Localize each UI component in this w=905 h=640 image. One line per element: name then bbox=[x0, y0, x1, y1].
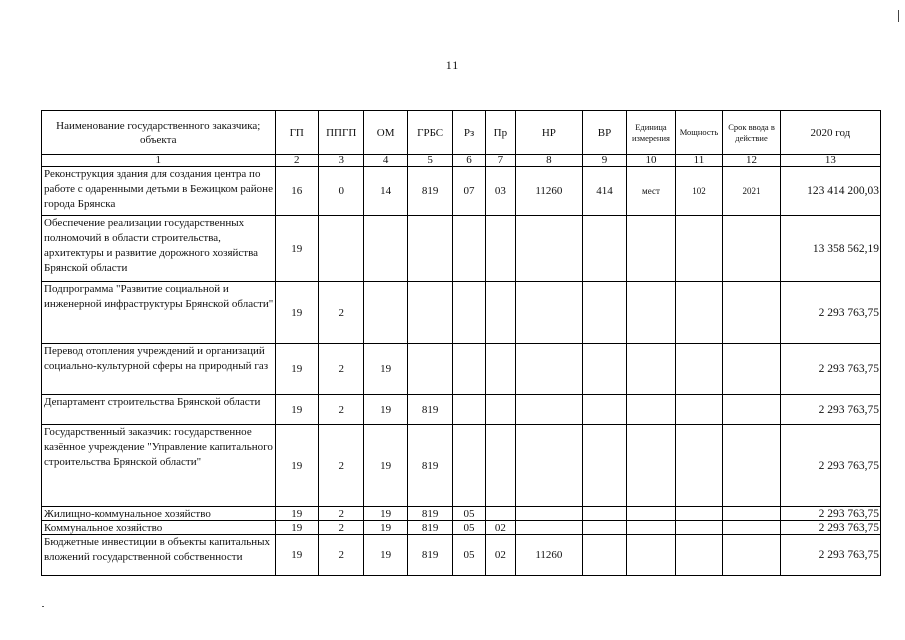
row-cell: 0 bbox=[318, 167, 363, 216]
row-cell bbox=[723, 395, 781, 425]
page-number: 11 bbox=[445, 58, 460, 72]
budget-table bbox=[41, 110, 881, 576]
column-number: 8 bbox=[516, 155, 583, 167]
row-cell: мест bbox=[627, 167, 676, 216]
row-cell bbox=[582, 282, 626, 344]
row-cell: 2 bbox=[318, 395, 363, 425]
row-cell bbox=[723, 344, 781, 395]
row-cell: 11260 bbox=[516, 535, 583, 576]
row-cell: 19 bbox=[275, 216, 318, 282]
table-row bbox=[42, 521, 881, 535]
row-amount: 2 293 763,75 bbox=[780, 282, 880, 344]
row-cell: 05 bbox=[453, 521, 485, 535]
row-cell: 19 bbox=[364, 521, 407, 535]
row-cell bbox=[582, 216, 626, 282]
row-cell bbox=[723, 521, 781, 535]
row-cell: 2 bbox=[318, 425, 363, 507]
row-cell bbox=[582, 521, 626, 535]
row-cell: 05 bbox=[453, 535, 485, 576]
row-cell bbox=[485, 216, 515, 282]
header-pr: Пр bbox=[485, 111, 515, 155]
row-cell bbox=[453, 425, 485, 507]
row-cell: 14 bbox=[364, 167, 407, 216]
row-cell bbox=[627, 344, 676, 395]
row-name: Коммунальное хозяйство bbox=[42, 521, 276, 535]
row-name: Департамент строительства Брянской области bbox=[42, 395, 276, 425]
column-number: 12 bbox=[723, 155, 781, 167]
row-cell bbox=[675, 425, 723, 507]
row-cell bbox=[516, 395, 583, 425]
row-cell: 02 bbox=[485, 535, 515, 576]
row-cell: 19 bbox=[364, 535, 407, 576]
column-number: 7 bbox=[485, 155, 515, 167]
row-cell bbox=[516, 425, 583, 507]
row-cell bbox=[453, 216, 485, 282]
row-amount: 13 358 562,19 bbox=[780, 216, 880, 282]
row-cell bbox=[627, 282, 676, 344]
column-number: 4 bbox=[364, 155, 407, 167]
row-cell bbox=[723, 535, 781, 576]
row-cell bbox=[453, 344, 485, 395]
column-number: 10 bbox=[627, 155, 676, 167]
row-cell bbox=[582, 535, 626, 576]
row-cell: 102 bbox=[675, 167, 723, 216]
row-cell: 819 bbox=[407, 521, 452, 535]
header-rz: Рз bbox=[453, 111, 485, 155]
row-cell bbox=[627, 395, 676, 425]
row-name: Государственный заказчик: государственное казённое учреждение "Управление капитального строительства Брянской области" bbox=[42, 425, 276, 507]
row-cell bbox=[675, 395, 723, 425]
row-cell: 819 bbox=[407, 395, 452, 425]
row-cell bbox=[364, 216, 407, 282]
row-cell bbox=[582, 425, 626, 507]
header-grbs: ГРБС bbox=[407, 111, 452, 155]
column-number: 2 bbox=[275, 155, 318, 167]
row-cell bbox=[364, 282, 407, 344]
row-name: Бюджетные инвестиции в объекты капитальных вложений государственной собственности bbox=[42, 535, 276, 576]
row-cell: 2 bbox=[318, 507, 363, 521]
row-amount: 2 293 763,75 bbox=[780, 535, 880, 576]
header-gp: ГП bbox=[275, 111, 318, 155]
row-name: Реконструкция здания для создания центра по работе с одаренными детьми в Бежицком районе города Брянска bbox=[42, 167, 276, 216]
row-cell bbox=[723, 425, 781, 507]
header-commissioning: Срок ввода в действие bbox=[723, 111, 781, 155]
row-cell bbox=[453, 282, 485, 344]
row-cell bbox=[582, 507, 626, 521]
row-cell: 19 bbox=[275, 282, 318, 344]
row-cell: 2 bbox=[318, 282, 363, 344]
row-name: Обеспечение реализации государственных полномочий в области строительства, архитектуры и развитие дорожного хозяйства Брянской области bbox=[42, 216, 276, 282]
row-cell bbox=[516, 507, 583, 521]
row-cell: 02 bbox=[485, 521, 515, 535]
row-cell: 19 bbox=[364, 344, 407, 395]
row-cell: 19 bbox=[275, 344, 318, 395]
row-cell: 2 bbox=[318, 344, 363, 395]
table-body bbox=[42, 167, 881, 576]
row-cell: 819 bbox=[407, 167, 452, 216]
row-cell bbox=[582, 344, 626, 395]
row-cell bbox=[485, 395, 515, 425]
row-cell bbox=[627, 425, 676, 507]
row-cell bbox=[627, 521, 676, 535]
column-number: 9 bbox=[582, 155, 626, 167]
row-cell bbox=[485, 282, 515, 344]
column-number: 1 bbox=[42, 155, 276, 167]
row-cell: 19 bbox=[275, 425, 318, 507]
row-cell: 19 bbox=[364, 395, 407, 425]
header-ppgp: ППГП bbox=[318, 111, 363, 155]
row-cell: 16 bbox=[275, 167, 318, 216]
table-row bbox=[42, 344, 881, 395]
row-cell bbox=[675, 282, 723, 344]
row-cell: 19 bbox=[275, 507, 318, 521]
row-cell bbox=[723, 507, 781, 521]
row-cell bbox=[627, 216, 676, 282]
column-number: 6 bbox=[453, 155, 485, 167]
row-cell bbox=[627, 535, 676, 576]
row-cell: 19 bbox=[275, 521, 318, 535]
row-cell bbox=[723, 216, 781, 282]
row-cell bbox=[627, 507, 676, 521]
row-amount: 2 293 763,75 bbox=[780, 425, 880, 507]
header-row bbox=[42, 111, 881, 155]
row-cell: 414 bbox=[582, 167, 626, 216]
header-capacity: Мощность bbox=[675, 111, 723, 155]
row-amount: 2 293 763,75 bbox=[780, 507, 880, 521]
header-year-2020: 2020 год bbox=[780, 111, 880, 155]
row-cell: 2 bbox=[318, 521, 363, 535]
column-number: 11 bbox=[675, 155, 723, 167]
row-cell: 03 bbox=[485, 167, 515, 216]
table-row bbox=[42, 535, 881, 576]
row-cell: 07 bbox=[453, 167, 485, 216]
row-cell: 19 bbox=[275, 535, 318, 576]
row-name: Жилищно-коммунальное хозяйство bbox=[42, 507, 276, 521]
row-cell bbox=[516, 216, 583, 282]
row-cell: 19 bbox=[364, 425, 407, 507]
header-nr: НР bbox=[516, 111, 583, 155]
row-cell bbox=[516, 521, 583, 535]
row-cell: 2021 bbox=[723, 167, 781, 216]
row-cell bbox=[485, 425, 515, 507]
column-number: 5 bbox=[407, 155, 452, 167]
row-cell bbox=[582, 395, 626, 425]
row-name: Подпрограмма "Развитие социальной и инженерной инфраструктуры Брянской области" bbox=[42, 282, 276, 344]
table-row bbox=[42, 282, 881, 344]
row-amount: 123 414 200,03 bbox=[780, 167, 880, 216]
row-cell: 05 bbox=[453, 507, 485, 521]
row-cell: 2 bbox=[318, 535, 363, 576]
row-cell bbox=[407, 216, 452, 282]
row-cell bbox=[675, 521, 723, 535]
row-cell: 819 bbox=[407, 535, 452, 576]
table-row bbox=[42, 216, 881, 282]
column-number: 13 bbox=[780, 155, 880, 167]
table-row bbox=[42, 395, 881, 425]
row-cell bbox=[516, 282, 583, 344]
row-cell bbox=[407, 282, 452, 344]
row-cell bbox=[516, 344, 583, 395]
row-cell: 819 bbox=[407, 507, 452, 521]
row-cell: 19 bbox=[275, 395, 318, 425]
table-row bbox=[42, 425, 881, 507]
row-cell bbox=[675, 216, 723, 282]
row-cell bbox=[485, 507, 515, 521]
row-cell: 819 bbox=[407, 425, 452, 507]
row-cell bbox=[485, 344, 515, 395]
row-cell bbox=[675, 344, 723, 395]
column-number-row bbox=[42, 155, 881, 167]
row-amount: 2 293 763,75 bbox=[780, 521, 880, 535]
table-row bbox=[42, 167, 881, 216]
row-cell bbox=[723, 282, 781, 344]
header-name: Наименование государственного заказчика; объекта bbox=[42, 111, 276, 155]
row-cell: 11260 bbox=[516, 167, 583, 216]
header-vr: ВР bbox=[582, 111, 626, 155]
row-amount: 2 293 763,75 bbox=[780, 344, 880, 395]
row-name: Перевод отопления учреждений и организаций социально-культурной сферы на природный газ bbox=[42, 344, 276, 395]
column-number: 3 bbox=[318, 155, 363, 167]
table-row bbox=[42, 507, 881, 521]
scan-edge-mark bbox=[898, 10, 899, 22]
header-unit: Единица измерения bbox=[627, 111, 676, 155]
row-cell bbox=[318, 216, 363, 282]
row-cell bbox=[453, 395, 485, 425]
row-cell bbox=[675, 535, 723, 576]
row-amount: 2 293 763,75 bbox=[780, 395, 880, 425]
row-cell bbox=[675, 507, 723, 521]
scan-dot-mark bbox=[42, 606, 44, 607]
header-om: ОМ bbox=[364, 111, 407, 155]
row-cell bbox=[407, 344, 452, 395]
row-cell: 19 bbox=[364, 507, 407, 521]
